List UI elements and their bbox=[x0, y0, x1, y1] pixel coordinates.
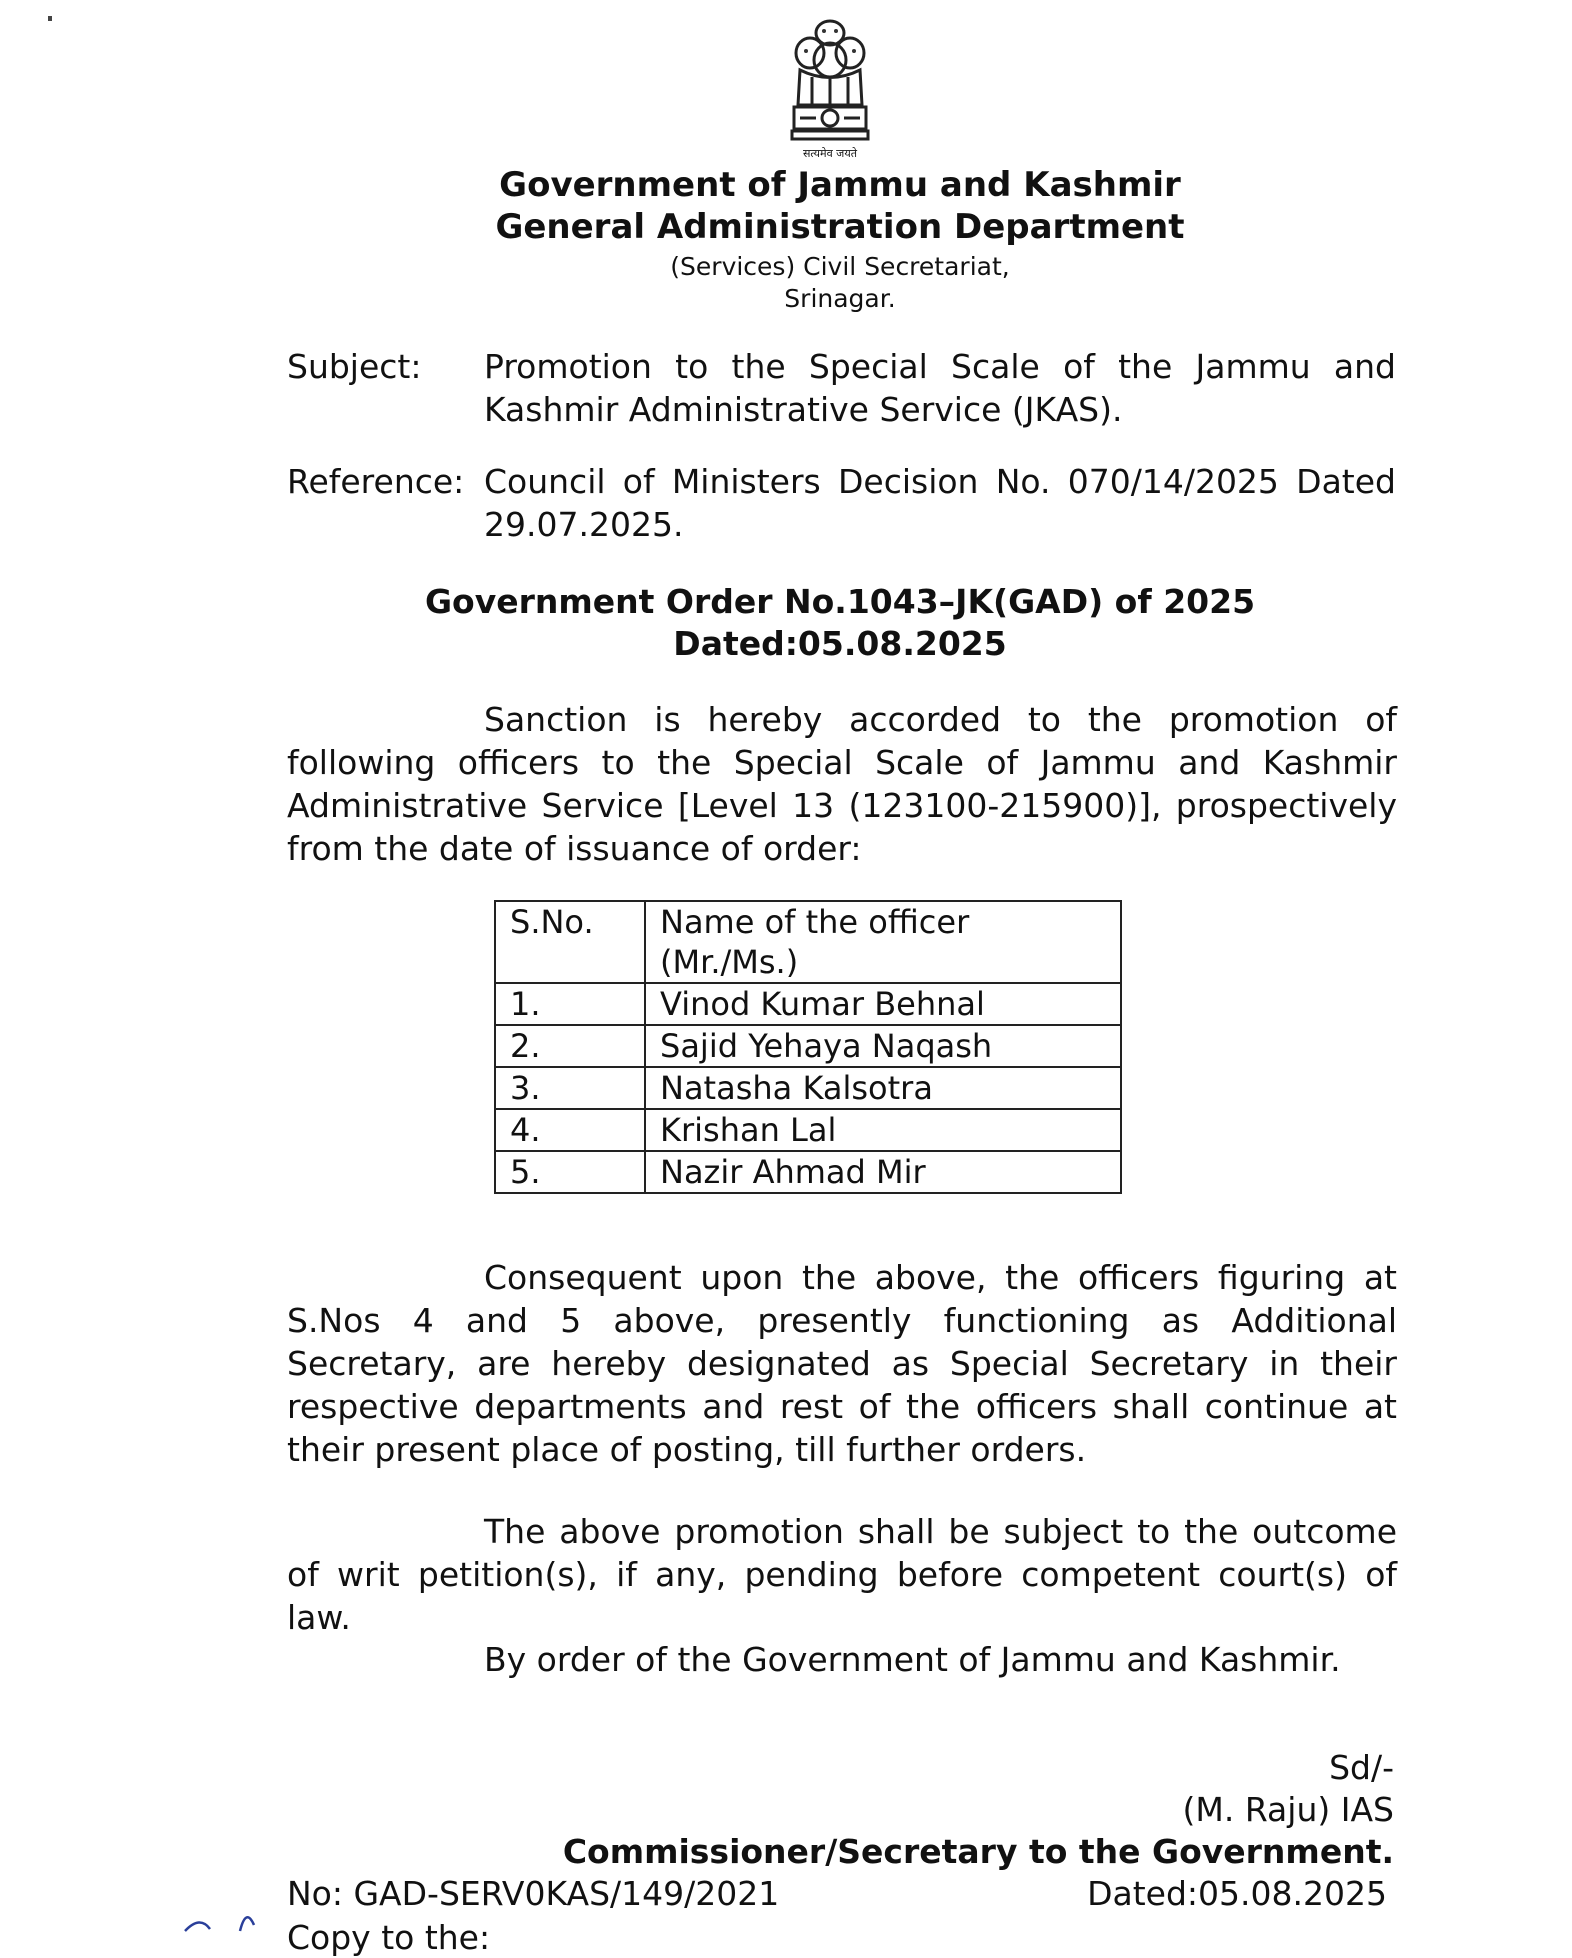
reference-label: Reference: bbox=[287, 462, 465, 501]
row-sno: 3. bbox=[495, 1067, 645, 1109]
header-sno: S.No. bbox=[495, 901, 645, 983]
row-name: Sajid Yehaya Naqash bbox=[645, 1025, 1121, 1067]
row-sno: 2. bbox=[495, 1025, 645, 1067]
subject-text: Promotion to the Special Scale of the Jammu and Kashmir Administrative Service (JKAS). bbox=[484, 347, 1396, 429]
table-row bbox=[495, 1109, 1121, 1151]
signature-sd: Sd/- bbox=[1329, 1748, 1394, 1787]
subject-label: Subject: bbox=[287, 347, 422, 386]
reference-text: Council of Ministers Decision No. 070/14/2025 Dated 29.07.2025. bbox=[484, 462, 1396, 544]
sanction-paragraph: Sanction is hereby accorded to the promotion of following officers to the Special Scale of Jammu and Kashmir Administrative Service [Level 13 (123100-215900)], prospectively from the date of issuance of order: bbox=[287, 700, 1397, 868]
footer-date: Dated:05.08.2025 bbox=[1087, 1874, 1387, 1913]
row-name: Vinod Kumar Behnal bbox=[645, 983, 1121, 1025]
table-row bbox=[495, 983, 1121, 1025]
consequent-paragraph: Consequent upon the above, the officers figuring at S.Nos 4 and 5 above, presently functioning as Additional Secretary, are hereby designated as Special Secretary in their respective departments and rest of the officers shall continue at their present place of posting, till further orders. bbox=[287, 1258, 1397, 1469]
government-title: Government of Jammu and Kashmir bbox=[499, 165, 1181, 205]
header-name: Name of the officer (Mr./Ms.) bbox=[645, 901, 1121, 983]
table-row bbox=[495, 1067, 1121, 1109]
emblem-motto: सत्यमेव जयते bbox=[802, 147, 857, 160]
row-sno: 5. bbox=[495, 1151, 645, 1193]
copy-to-line: Copy to the: bbox=[287, 1918, 491, 1957]
row-sno: 1. bbox=[495, 983, 645, 1025]
row-name: Natasha Kalsotra bbox=[645, 1067, 1121, 1109]
table-row bbox=[495, 1151, 1121, 1193]
department-title: General Administration Department bbox=[495, 207, 1185, 247]
office-address-line2: Srinagar. bbox=[784, 284, 896, 313]
handwritten-mark bbox=[180, 1905, 270, 1933]
scan-speck bbox=[48, 16, 52, 21]
signatory-name: (M. Raju) IAS bbox=[1182, 1790, 1394, 1829]
officers-table bbox=[494, 900, 1122, 1194]
order-date: Dated:05.08.2025 bbox=[673, 624, 1007, 663]
promotion-condition-paragraph: The above promotion shall be subject to the outcome of writ petition(s), if any, pending before competent court(s) of law. bbox=[287, 1512, 1397, 1637]
row-name: Krishan Lal bbox=[645, 1109, 1121, 1151]
file-number: No: GAD-SERV0KAS/149/2021 bbox=[287, 1874, 780, 1913]
table-header-row bbox=[495, 901, 1121, 983]
office-address-line1: (Services) Civil Secretariat, bbox=[670, 252, 1010, 281]
by-order-paragraph: By order of the Government of Jammu and Kashmir. bbox=[484, 1640, 1341, 1679]
national-emblem-icon bbox=[770, 15, 890, 165]
row-sno: 4. bbox=[495, 1109, 645, 1151]
signatory-designation: Commissioner/Secretary to the Government. bbox=[562, 1832, 1394, 1871]
table-row bbox=[495, 1025, 1121, 1067]
order-number: Government Order No.1043–JK(GAD) of 2025 bbox=[424, 582, 1256, 621]
row-name: Nazir Ahmad Mir bbox=[645, 1151, 1121, 1193]
